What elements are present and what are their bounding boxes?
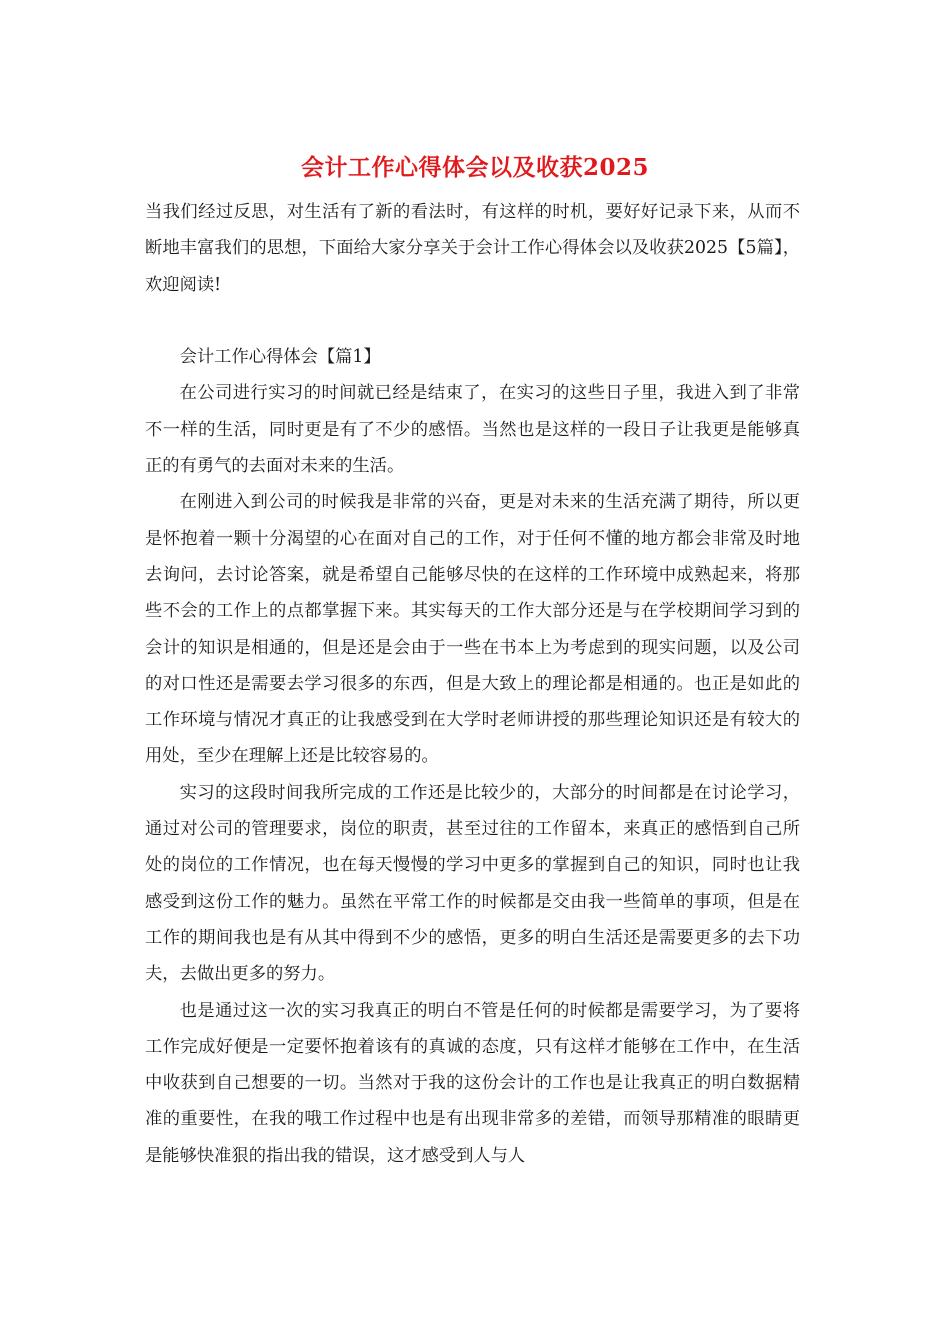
body-paragraph-4: 也是通过这一次的实习我真正的明白不管是任何的时候都是需要学习，为了要将工作完成好便是一定要怀抱着该有的真诚的态度，只有这样才能够在工作中，在生活中收获到自己想要的一切。当然对于我的这份会计的工作也是让我真正的明白数据精准的重要性，在我的哦工作过程中也是有出现非常多的差错，而领导那精准的眼睛更是能够快准狠的指出我的错误，这才感受到人与人 bbox=[145, 1000, 800, 1166]
body-paragraph-1: 在公司进行实习的时间就已经是结束了，在实习的这些日子里，我进入到了非常不一样的生活，同时更是有了不少的感悟。当然也是这样的一段日子让我更是能够真正的有勇气的去面对未来的生活。 bbox=[145, 383, 800, 477]
paragraph-spacer bbox=[145, 303, 800, 339]
body-paragraph-3: 实习的这段时间我所完成的工作还是比较少的，大部分的时间都是在讨论学习，通过对公司的管理要求，岗位的职责，甚至过往的工作留本，来真正的感悟到自己所处的岗位的工作情况，也在每天慢慢的学习中更多的掌握到自己的知识，同时也让我感受到这份工作的魅力。虽然在平常工作的时候都是交由我一些简单的事项，但是在工作的期间我也是有从其中得到不少的感悟，更多的明白生活还是需要更多的去下功夫，去做出更多的努力。 bbox=[145, 782, 800, 985]
section-heading: 会计工作心得体会【篇1】 bbox=[179, 347, 381, 368]
document-title: 会计工作心得体会以及收获2025 bbox=[300, 154, 649, 181]
intro-paragraph: 当我们经过反思，对生活有了新的看法时，有这样的时机，要好好记录下来，从而不断地丰富我们的思想，下面给大家分享关于会计工作心得体会以及收获2025【5篇】，欢迎阅读! bbox=[145, 202, 800, 295]
document-body bbox=[145, 194, 800, 1174]
body-paragraph-2: 在刚进入到公司的时候我是非常的兴奋，更是对未来的生活充满了期待，所以更是怀抱着一颗十分渴望的心在面对自己的工作，对于任何不懂的地方都会非常及时地去询问，去讨论答案，就是希望自己能够尽快的在这样的工作环境中成熟起来，将那些不会的工作上的点都掌握下来。其实每天的工作大部分还是与在学校期间学习到的会计的知识是相通的，但是还是会由于一些在书本上为考虑到的现实问题，以及公司的对口性还是需要去学习很多的东西，但是大致上的理论都是相通的。也正是如此的工作环境与情况才真正的让我感受到在大学时老师讲授的那些理论知识还是有较大的用处，至少在理解上还是比较容易的。 bbox=[145, 492, 800, 767]
